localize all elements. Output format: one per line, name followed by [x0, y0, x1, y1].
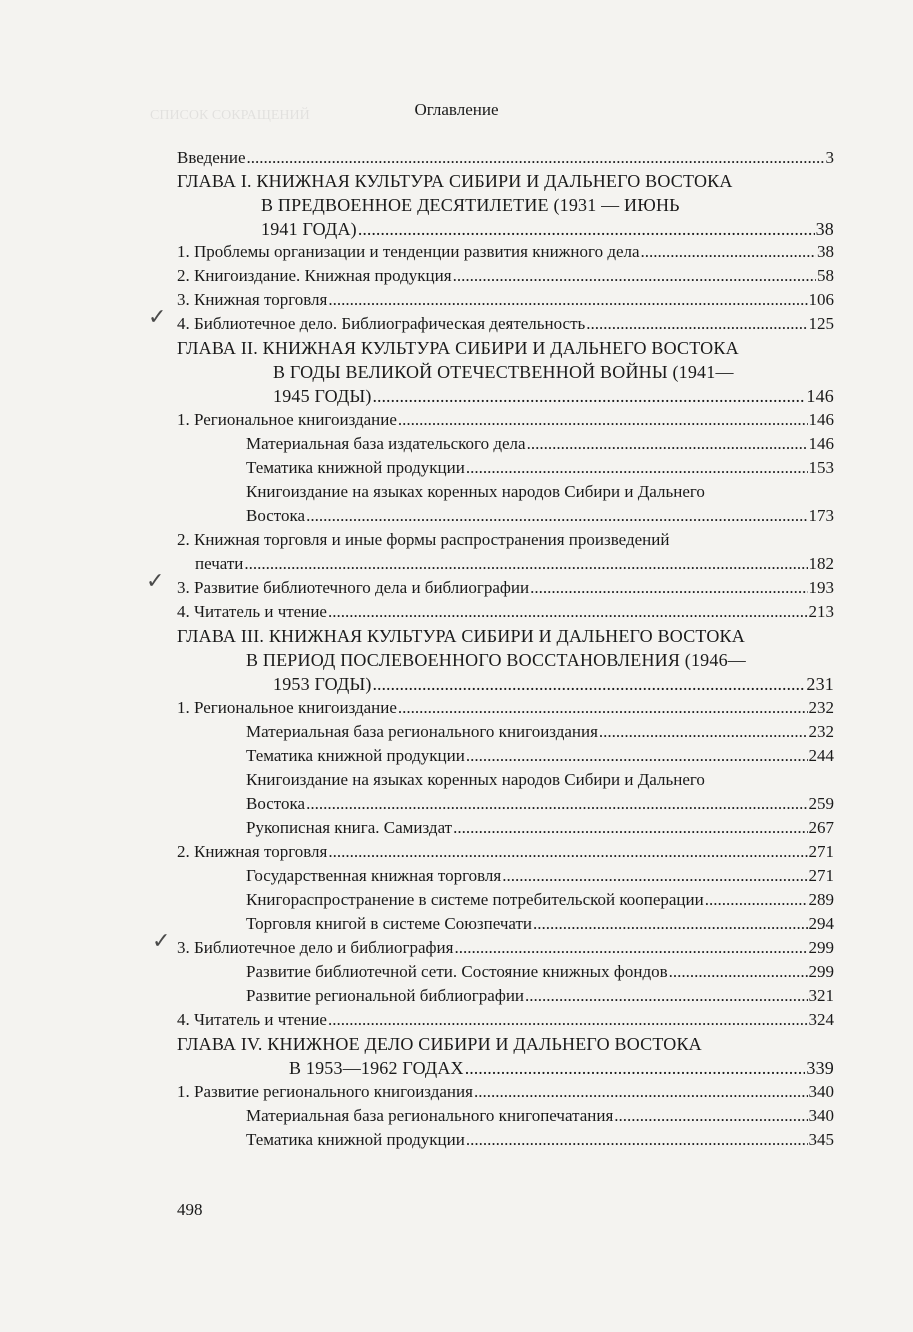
toc-entry-page: 231 — [806, 674, 834, 694]
chapter-3-title-line-2: В ПЕРИОД ПОСЛЕВОЕННОГО ВОССТАНОВЛЕНИЯ (1946— — [246, 650, 746, 670]
toc-entry-label: 3. Развитие библиотечного дела и библиографии — [177, 578, 530, 597]
leader-dots — [453, 265, 816, 287]
toc-entry-label: 2. Книгоиздание. Книжная продукция — [177, 266, 452, 285]
toc-entry-label: 1953 ГОДЫ) — [273, 674, 372, 694]
toc-entry-chapter-2[interactable] — [273, 385, 834, 407]
leader-dots — [474, 1081, 808, 1103]
leader-dots — [586, 313, 807, 335]
toc-entry-2-1-c-line-1: Книгоиздание на языках коренных народов Сибири и Дальнего — [246, 482, 705, 501]
toc-entry-page: 106 — [808, 290, 834, 309]
toc-entry-label: печати — [195, 554, 244, 573]
toc-entry-page: 38 — [815, 219, 834, 239]
toc-entry-label: 1. Региональное книгоиздание — [177, 410, 397, 429]
page-number: 498 — [177, 1200, 203, 1219]
leader-dots — [466, 745, 808, 767]
toc-entry-label: Материальная база регионального книгопечатания — [246, 1106, 614, 1125]
toc-entry-1-2[interactable] — [177, 265, 834, 287]
leader-dots — [466, 457, 808, 479]
toc-entry-2-1[interactable] — [177, 409, 834, 431]
toc-entry-label: 1. Развитие регионального книгоиздания — [177, 1082, 473, 1101]
toc-entry-2-3[interactable] — [177, 577, 834, 599]
toc-entry-3-1-d[interactable] — [246, 817, 834, 839]
leader-dots — [502, 865, 807, 887]
toc-entry-label: Тематика книжной продукции — [246, 746, 465, 765]
toc-entry-page: 271 — [808, 866, 834, 885]
toc-entry-page: 213 — [808, 602, 834, 621]
toc-entry-label: Развитие региональной библиографии — [246, 986, 525, 1005]
leader-dots — [398, 697, 808, 719]
toc-entry-label: 1945 ГОДЫ) — [273, 386, 372, 406]
chapter-1-title-line-2: В ПРЕДВОЕННОЕ ДЕСЯТИЛЕТИЕ (1931 — ИЮНЬ — [261, 195, 680, 215]
toc-entry-1-1[interactable] — [177, 241, 834, 263]
toc-entry-label: Государственная книжная торговля — [246, 866, 502, 885]
toc-entry-page: 321 — [808, 986, 834, 1005]
toc-entry-page: 146 — [808, 410, 834, 429]
toc-entry-page: 146 — [808, 434, 834, 453]
leader-dots — [465, 1057, 806, 1079]
toc-entry-2-2-line-1: 2. Книжная торговля и иные формы распространения произведений — [177, 530, 670, 549]
toc-entry-label: Тематика книжной продукции — [246, 458, 465, 477]
toc-entry-label: 4. Читатель и чтение — [177, 1010, 327, 1029]
toc-entry-label: Введение — [177, 148, 246, 167]
leader-dots — [328, 1009, 808, 1031]
toc-entry-page: 289 — [808, 890, 834, 909]
leader-dots — [614, 1105, 807, 1127]
toc-entry-page: 173 — [808, 506, 834, 525]
page-title: Оглавление — [414, 100, 499, 119]
toc-entry-introduction[interactable] — [177, 147, 834, 169]
toc-entry-page: 340 — [808, 1106, 834, 1125]
leader-dots — [533, 913, 807, 935]
toc-entry-3-3[interactable] — [177, 937, 834, 959]
toc-entry-label: Материальная база издательского дела — [246, 434, 526, 453]
leader-dots — [328, 289, 807, 311]
leader-dots — [373, 385, 806, 407]
toc-entry-4-1-b[interactable] — [246, 1129, 834, 1151]
leader-dots — [527, 433, 808, 455]
leader-dots — [599, 721, 808, 743]
toc-entry-3-2-b[interactable] — [246, 889, 834, 911]
handwritten-checkmark-icon: ✓ — [146, 569, 165, 594]
toc-entry-page: 232 — [808, 698, 834, 717]
toc-entry-3-2-a[interactable] — [246, 865, 834, 887]
toc-entry-chapter-3[interactable] — [273, 673, 834, 695]
toc-entry-page: 339 — [806, 1058, 834, 1078]
toc-entry-label: 1941 ГОДА) — [261, 219, 357, 239]
toc-entry-3-3-b[interactable] — [246, 985, 834, 1007]
toc-entry-page: 345 — [808, 1130, 834, 1149]
toc-entry-3-4[interactable] — [177, 1009, 834, 1031]
toc-entry-page: 299 — [808, 938, 834, 957]
toc-entry-2-1-a[interactable] — [246, 433, 834, 455]
toc-entry-page: 271 — [808, 842, 834, 861]
toc-entry-label: Тематика книжной продукции — [246, 1130, 465, 1149]
handwritten-checkmark-icon: ✓ — [148, 305, 167, 330]
toc-entry-3-3-a[interactable] — [246, 961, 834, 983]
toc-entry-label: 4. Читатель и чтение — [177, 602, 327, 621]
toc-entry-label: Развитие библиотечной сети. Состояние книжных фондов — [246, 962, 668, 981]
toc-entry-page: 146 — [806, 386, 834, 406]
toc-entry-label: 1. Проблемы организации и тенденции развития книжного дела — [177, 242, 640, 261]
chapter-2-title-line-1: ГЛАВА II. КНИЖНАЯ КУЛЬТУРА СИБИРИ И ДАЛЬНЕГО ВОСТОКА — [177, 338, 739, 358]
leader-dots — [398, 409, 808, 431]
toc-entry-page: 294 — [808, 914, 834, 933]
toc-entry-page: 267 — [808, 818, 834, 837]
leader-dots — [358, 218, 815, 240]
toc-entry-3-1-a[interactable] — [246, 721, 834, 743]
chapter-4-title-line-1: ГЛАВА IV. КНИЖНОЕ ДЕЛО СИБИРИ И ДАЛЬНЕГО ВОСТОКА — [177, 1034, 702, 1054]
toc-entry-page: 324 — [808, 1010, 834, 1029]
toc-entry-label: Востока — [246, 794, 306, 813]
leader-dots — [669, 961, 808, 983]
leader-dots — [525, 985, 807, 1007]
toc-entry-3-2[interactable] — [177, 841, 834, 863]
toc-entry-2-4[interactable] — [177, 601, 834, 623]
toc-entry-label: Востока — [246, 506, 306, 525]
handwritten-checkmark-icon: ✓ — [152, 929, 171, 954]
toc-entry-page: 125 — [808, 314, 834, 333]
toc-entry-label: 4. Библиотечное дело. Библиографическая деятельность — [177, 314, 586, 333]
toc-entry-page: 193 — [808, 578, 834, 597]
chapter-3-title-line-1: ГЛАВА III. КНИЖНАЯ КУЛЬТУРА СИБИРИ И ДАЛЬНЕГО ВОСТОКА — [177, 626, 745, 646]
toc-entry-3-1-c-line-1: Книгоиздание на языках коренных народов Сибири и Дальнего — [246, 770, 705, 789]
toc-entry-label: Книгораспространение в системе потребительской кооперации — [246, 890, 704, 909]
leader-dots — [244, 553, 807, 575]
toc-entry-1-3[interactable] — [177, 289, 834, 311]
toc-entry-3-1[interactable] — [177, 697, 834, 719]
toc-entry-label: 1. Региональное книгоиздание — [177, 698, 397, 717]
toc-entry-2-1-c[interactable] — [246, 505, 834, 527]
toc-entry-label: Торговля книгой в системе Союзпечати — [246, 914, 533, 933]
chapter-2-title-line-2: В ГОДЫ ВЕЛИКОЙ ОТЕЧЕСТВЕННОЙ ВОЙНЫ (1941— — [273, 362, 734, 382]
leader-dots — [466, 1129, 808, 1151]
toc-entry-page: 182 — [808, 554, 834, 573]
toc-entry-chapter-1[interactable] — [261, 218, 834, 240]
toc-entry-2-2[interactable] — [195, 553, 834, 575]
leader-dots — [328, 601, 808, 623]
leader-dots — [247, 147, 825, 169]
toc-entry-page: 153 — [808, 458, 834, 477]
toc-entry-label: Рукописная книга. Самиздат — [246, 818, 453, 837]
toc-entry-page: 259 — [808, 794, 834, 813]
toc-entry-label: В 1953—1962 ГОДАХ — [289, 1058, 464, 1078]
toc-entry-3-2-c[interactable] — [246, 913, 834, 935]
leader-dots — [454, 937, 807, 959]
toc-entry-2-1-b[interactable] — [246, 457, 834, 479]
chapter-1-title-line-1: ГЛАВА I. КНИЖНАЯ КУЛЬТУРА СИБИРИ И ДАЛЬНЕГО ВОСТОКА — [177, 171, 733, 191]
leader-dots — [705, 889, 808, 911]
leader-dots — [373, 673, 806, 695]
toc-entry-label: Материальная база регионального книгоиздания — [246, 722, 598, 741]
leader-dots — [306, 505, 807, 527]
leader-dots — [641, 241, 816, 263]
toc-entry-page: 340 — [808, 1082, 834, 1101]
leader-dots — [306, 793, 807, 815]
leader-dots — [328, 841, 807, 863]
toc-entry-1-4[interactable] — [177, 313, 834, 335]
toc-entry-page: 299 — [808, 962, 834, 981]
toc-entry-page: 58 — [817, 266, 834, 285]
toc-entry-3-1-b[interactable] — [246, 745, 834, 767]
toc-entry-4-1-a[interactable] — [246, 1105, 834, 1127]
toc-entry-4-1[interactable] — [177, 1081, 834, 1103]
toc-entry-label: 3. Книжная торговля — [177, 290, 328, 309]
bleed-through-text: СПИСОК СОКРАЩЕНИЙ — [150, 108, 310, 123]
toc-entry-chapter-4[interactable] — [289, 1057, 834, 1079]
toc-entry-page: 244 — [808, 746, 834, 765]
toc-entry-page: 3 — [825, 148, 834, 167]
leader-dots — [530, 577, 807, 599]
leader-dots — [453, 817, 807, 839]
toc-entry-3-1-c[interactable] — [246, 793, 834, 815]
toc-entry-label: 3. Библиотечное дело и библиография — [177, 938, 454, 957]
toc-entry-page: 232 — [808, 722, 834, 741]
toc-entry-label: 2. Книжная торговля — [177, 842, 328, 861]
toc-entry-page: 38 — [817, 242, 834, 261]
